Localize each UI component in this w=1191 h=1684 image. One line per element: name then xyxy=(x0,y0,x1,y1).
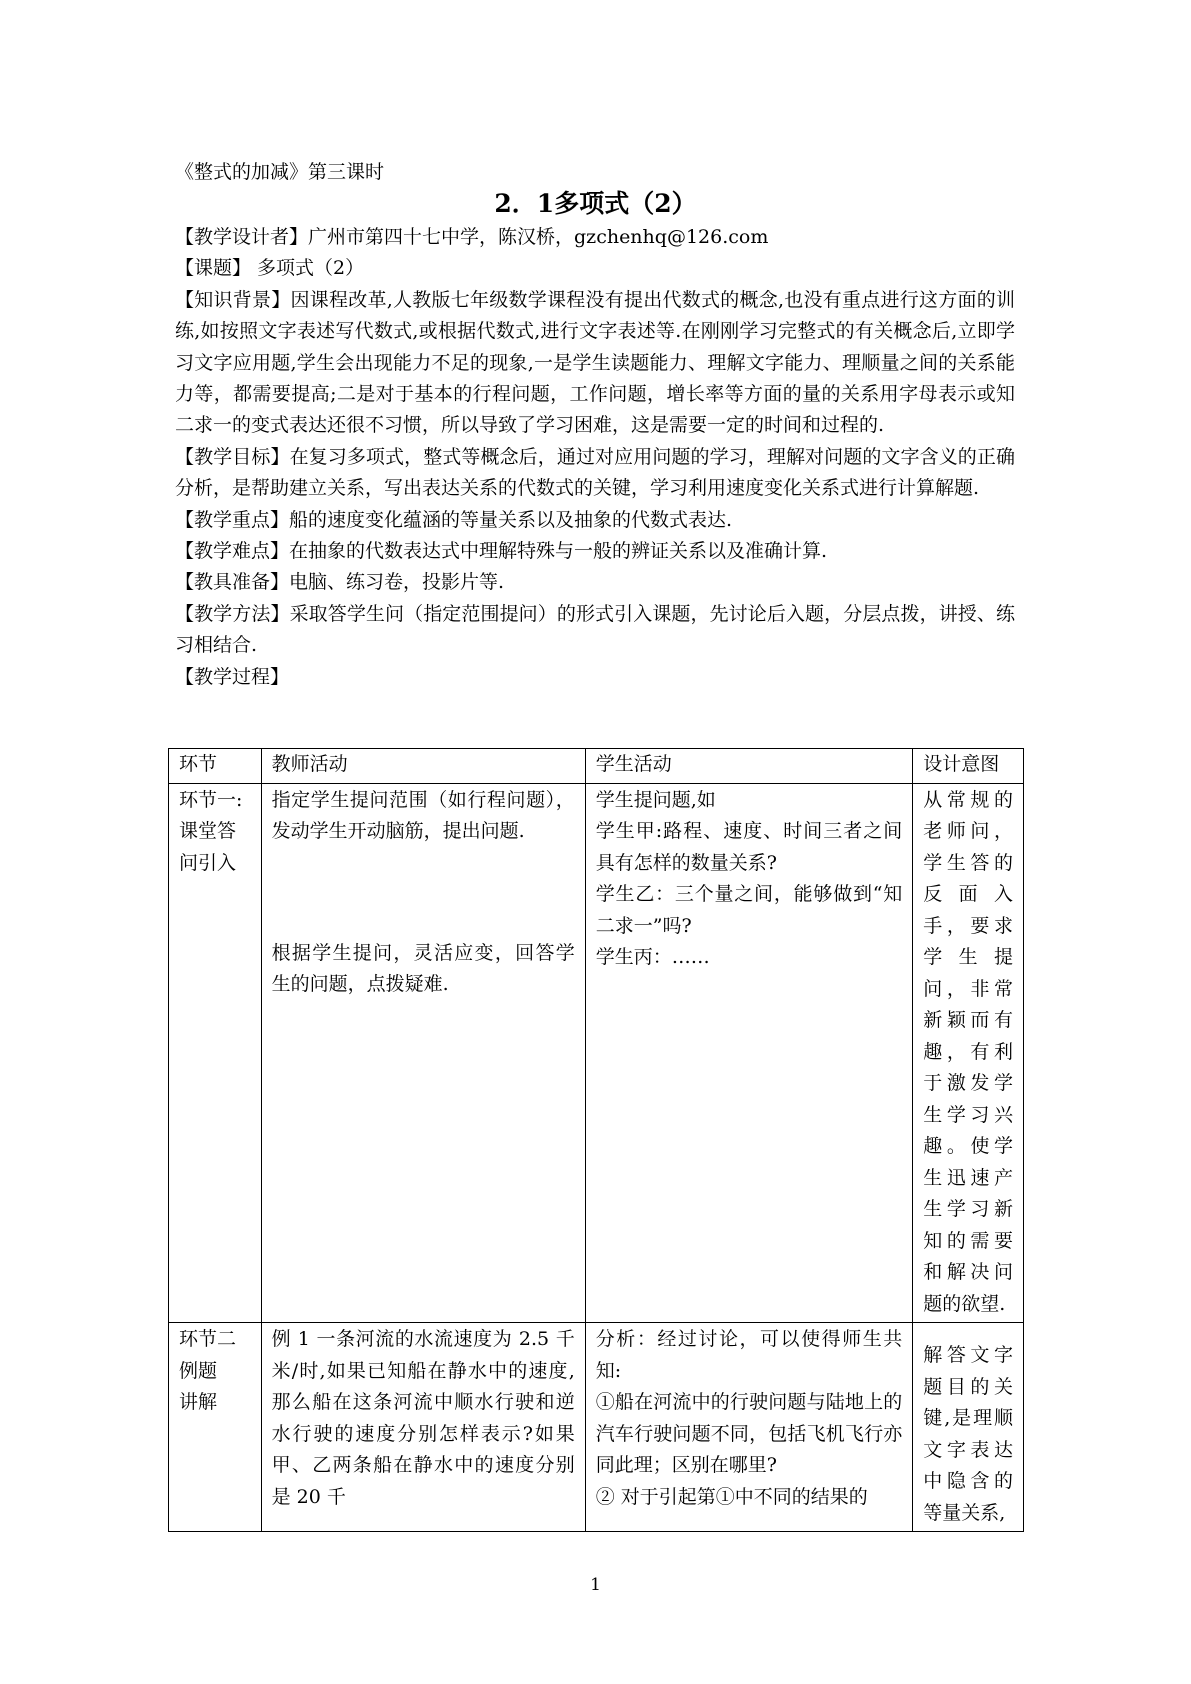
student-text: 学生提问题,如 学生甲:路程、速度、时间三者之间具有怎样的数量关系? 学生乙：三个量之间，能够做到“知二求一”吗? 学生丙：…… xyxy=(595,788,903,968)
process-heading: 【教学过程】 xyxy=(175,665,290,688)
header-teacher-activity: 教师活动 xyxy=(261,749,585,784)
objective-paragraph xyxy=(175,442,1015,505)
designer-line xyxy=(175,222,1015,253)
design-text: 解答文字题目的关键,是理顺文字表达中隐含的等量关系, xyxy=(923,1344,1013,1524)
design-text: 从常规的老师问，学生答的反面入手，要求学生提问，非常新颖而有趣，有利于激发学生学习兴趣。使学生迅速产生学习新知的需要和解决问题的欲望. xyxy=(923,788,1013,1315)
materials-line xyxy=(175,567,1015,598)
table-header-row xyxy=(169,749,1024,784)
design-cell xyxy=(913,1323,1024,1532)
header-student-activity: 学生活动 xyxy=(585,749,913,784)
student-cell xyxy=(585,1323,913,1532)
background-text: 因课程改革,人教版七年级数学课程没有提出代数式的概念,也没有重点进行这方面的训练,如按照文字表述写代数式,或根据代数式,进行文字表述等.在刚刚学习完整式的有关概念后,立即学习文字应用题,学生会出现能力不足的现象,一是学生读题能力、理解文字能力、理顺量之间的关系能力等，都需要提高;二是对于基本的行程问题，工作问题，增长率等方面的量的关系用字母表示或知二求一的变式表达还很不习惯，所以导致了学习困难，这是需要一定的时间和过程的. xyxy=(175,288,1015,437)
teacher-cell xyxy=(261,783,585,1323)
topic-label: 【课题】 xyxy=(175,257,252,280)
topic-text: 多项式（2） xyxy=(251,257,365,280)
teacher-cell xyxy=(261,1323,585,1532)
teacher-text: 指定学生提问范围（如行程问题），发动学生开动脑筋，提出问题. xyxy=(271,788,575,842)
method-paragraph xyxy=(175,599,1015,662)
stage-cell xyxy=(169,783,262,1323)
header-design-intent: 设计意图 xyxy=(913,749,1024,784)
teacher-text-followup: 根据学生提问，灵活应变，回答学生的问题，点拨疑难. xyxy=(271,941,575,995)
lesson-info xyxy=(175,222,1015,693)
stage-cell xyxy=(169,1323,262,1532)
materials-text: 电脑、练习卷，投影片等. xyxy=(289,571,505,594)
student-cell xyxy=(585,783,913,1323)
spacer xyxy=(923,1324,1013,1340)
background-paragraph xyxy=(175,285,1015,442)
student-text: 分析：经过讨论，可以使得师生共知: ①船在河流中的行驶问题与陆地上的汽车行驶问题不同，包括飞机飞行亦同此理；区别在哪里? ② 对于引起第①中不同的结果的 xyxy=(595,1328,903,1508)
method-label: 【教学方法】 xyxy=(175,602,290,625)
page-title: 2．1多项式（2） xyxy=(494,189,697,218)
difficulty-text: 在抽象的代数表达式中理解特殊与一般的辨证关系以及准确计算. xyxy=(289,540,828,563)
objective-label: 【教学目标】 xyxy=(175,445,290,468)
header-stage: 环节 xyxy=(169,749,262,784)
key-point-line xyxy=(175,505,1015,536)
key-point-text: 船的速度变化蕴涵的等量关系以及抽象的代数式表达. xyxy=(289,508,733,531)
background-label: 【知识背景】 xyxy=(175,288,291,311)
spacer xyxy=(272,848,575,938)
stage-text: 环节二 例题 讲解 xyxy=(179,1328,237,1413)
page-number: 1 xyxy=(590,1575,601,1595)
difficulty-line xyxy=(175,536,1015,567)
objective-text: 在复习多项式，整式等概念后，通过对应用问题的学习，理解对问题的文字含义的正确分析，是帮助建立关系，写出表达关系的代数式的关键，学习利用速度变化关系式进行计算解题. xyxy=(175,445,1015,500)
method-text: 采取答学生问（指定范围提问）的形式引入课题，先讨论后入题，分层点拨，讲授、练习相结合. xyxy=(175,602,1015,657)
teacher-text: 例 1 一条河流的水流速度为 2.5 千米/时,如果已知船在静水中的速度,那么船在这条河流中顺水行驶和逆水行驶的速度分别怎样表示?如果甲、乙两条船在静水中的速度分别是 20 千 xyxy=(271,1328,575,1508)
table-row xyxy=(169,1323,1024,1532)
designer-label: 【教学设计者】 xyxy=(175,226,309,248)
materials-label: 【教具准备】 xyxy=(175,571,290,594)
topic-line xyxy=(175,253,1015,284)
difficulty-label: 【教学难点】 xyxy=(175,540,290,563)
design-cell xyxy=(913,783,1024,1323)
table-row xyxy=(169,783,1024,1323)
lesson-subtitle: 《整式的加减》第三课时 xyxy=(175,161,385,183)
teaching-process-table xyxy=(168,748,1024,1532)
stage-text: 环节一: 课堂答 问引入 xyxy=(179,788,243,874)
designer-text: 广州市第四十七中学，陈汉桥，gzchenhq@126.com xyxy=(308,226,769,248)
key-point-label: 【教学重点】 xyxy=(175,508,290,531)
